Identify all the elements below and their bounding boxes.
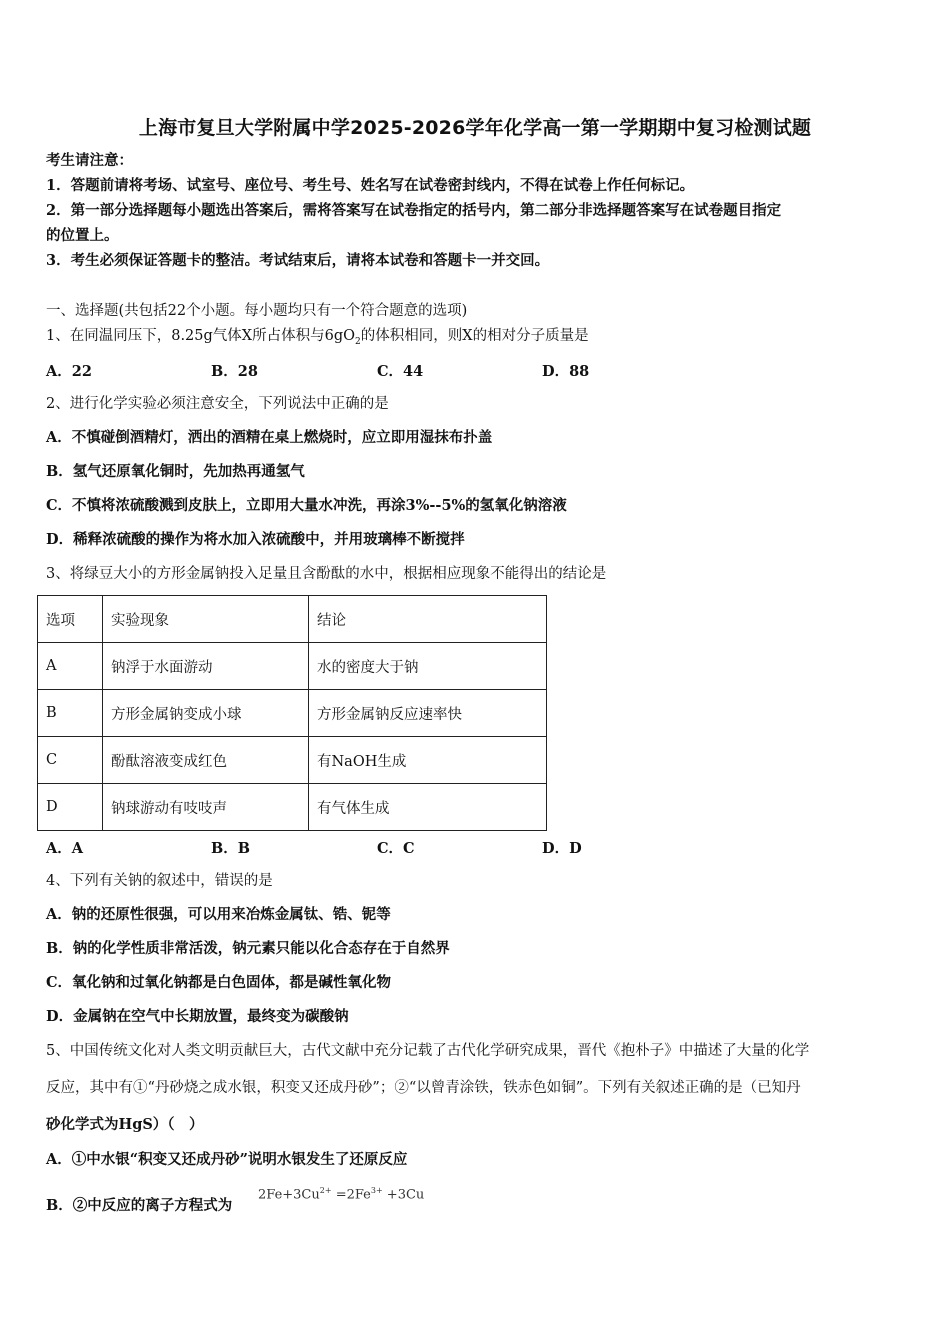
table-row (38, 690, 547, 737)
table-header-row (38, 596, 547, 643)
option-b[interactable]: B．氢气还原氧化铜时，先加热再通氢气 (46, 463, 305, 480)
table-header-cell: 实验现象 (103, 596, 309, 643)
question-5-stem-line: 5、中国传统文化对人类文明贡献巨大，古代文献中充分记载了古代化学研究成果，晋代《抱朴子》中描述了大量的化学 (46, 1043, 810, 1059)
option-a[interactable]: A．22 (46, 363, 92, 380)
table-header-cell: 选项 (38, 596, 103, 643)
equation-charge: 3+ (370, 1186, 383, 1195)
q1-stem-subscript: 2 (355, 336, 361, 347)
table-row (38, 737, 547, 784)
question-3-table (37, 595, 547, 831)
option-c[interactable]: C．C (377, 840, 415, 857)
table-cell: 方形金属钠反应速率快 (309, 690, 547, 737)
option-b[interactable]: B．钠的化学性质非常活泼，钠元素只能以化合态存在于自然界 (46, 940, 450, 957)
question-5-stem-line: 反应，其中有①“丹砂烧之成水银，积变又还成丹砂”；②“以曾青涂铁，铁赤色如铜”。下列有关叙述正确的是（已知丹 (46, 1080, 801, 1096)
option-c[interactable]: C．44 (377, 363, 424, 380)
question-2-stem: 2、进行化学实验必须注意安全，下列说法中正确的是 (46, 396, 389, 412)
ionic-equation (258, 1186, 424, 1202)
option-a[interactable]: A．①中水银“积变又还成丹砂”说明水银发生了还原反应 (46, 1151, 408, 1168)
option-b[interactable]: B．②中反应的离子方程式为 (46, 1197, 233, 1214)
table-row (38, 784, 547, 831)
table-cell: 方形金属钠变成小球 (103, 690, 309, 737)
notice-item: 的位置上。 (46, 227, 119, 244)
table-cell: 钠浮于水面游动 (103, 643, 309, 690)
notice-item: 1．答题前请将考场、试室号、座位号、考生号、姓名写在试卷密封线内，不得在试卷上作任何标记。 (46, 177, 695, 194)
equation-charge: 2+ (319, 1186, 332, 1195)
table-cell: 有气体生成 (309, 784, 547, 831)
equation-part: 2Fe+3Cu (258, 1187, 320, 1203)
question-5-stem-line: 砂化学式为HgS）（ ） (46, 1116, 204, 1133)
q1-stem-part: 1、在同温同压下，8.25g气体X所占体积与6gO (46, 328, 356, 344)
option-d[interactable]: D．88 (542, 363, 590, 380)
table-row (38, 643, 547, 690)
option-a[interactable]: A．不慎碰倒酒精灯，洒出的酒精在桌上燃烧时，应立即用湿抹布扑盖 (46, 429, 493, 446)
question-4-stem: 4、下列有关钠的叙述中，错误的是 (46, 873, 273, 889)
equation-part: +3Cu (382, 1187, 425, 1203)
section-heading: 一、选择题(共包括22个小题。每小题均只有一个符合题意的选项) (46, 303, 468, 319)
option-b[interactable]: B．B (211, 840, 251, 857)
table-cell: 水的密度大于钠 (309, 643, 547, 690)
option-b[interactable]: B．28 (211, 363, 258, 380)
table-cell: 有NaOH生成 (309, 737, 547, 784)
page-title: 上海市复旦大学附属中学2025-2026学年化学高一第一学期期中复习检测试题 (138, 117, 812, 139)
q1-stem-part: 的体积相同，则X的相对分子质量是 (360, 328, 589, 344)
table-cell: A (38, 643, 103, 690)
table-cell: B (38, 690, 103, 737)
option-d[interactable]: D．D (542, 840, 582, 857)
option-a[interactable]: A．A (46, 840, 84, 857)
option-d[interactable]: D．金属钠在空气中长期放置，最终变为碳酸钠 (46, 1008, 349, 1025)
notice-heading: 考生请注意： (46, 152, 133, 169)
option-c[interactable]: C．氧化钠和过氧化钠都是白色固体，都是碱性氧化物 (46, 974, 392, 991)
question-3-stem: 3、将绿豆大小的方形金属钠投入足量且含酚酞的水中，根据相应现象不能得出的结论是 (46, 566, 607, 582)
equation-part: =2Fe (331, 1187, 371, 1203)
question-1-stem (46, 326, 589, 352)
table-cell: C (38, 737, 103, 784)
option-d[interactable]: D．稀释浓硫酸的操作为将水加入浓硫酸中，并用玻璃棒不断搅拌 (46, 531, 465, 548)
table-cell: 酚酞溶液变成红色 (103, 737, 309, 784)
notice-item: 2．第一部分选择题每小题选出答案后，需将答案写在试卷指定的括号内，第二部分非选择题答案写在试卷题目指定 (46, 202, 782, 219)
option-c[interactable]: C．不慎将浓硫酸溅到皮肤上，立即用大量水冲洗，再涂3%--5%的氢氧化钠溶液 (46, 497, 567, 514)
table-cell: 钠球游动有吱吱声 (103, 784, 309, 831)
table-header-cell: 结论 (309, 596, 547, 643)
table-cell: D (38, 784, 103, 831)
option-a[interactable]: A．钠的还原性很强，可以用来冶炼金属钛、锆、铌等 (46, 906, 391, 923)
notice-item: 3．考生必须保证答题卡的整洁。考试结束后，请将本试卷和答题卡一并交回。 (46, 252, 550, 269)
